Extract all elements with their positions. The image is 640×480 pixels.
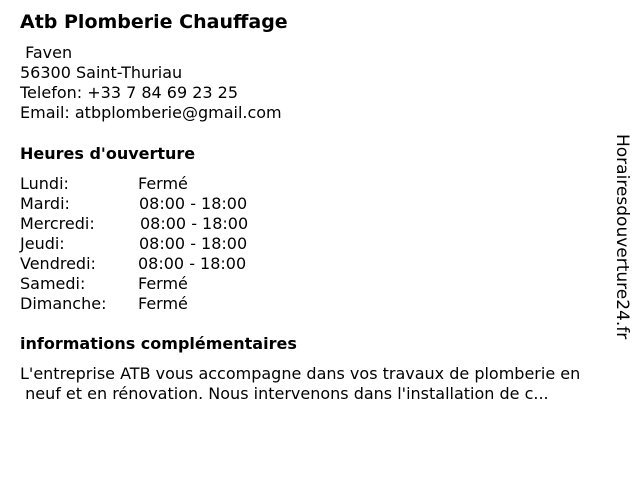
hours-time: Fermé	[138, 174, 188, 193]
phone-number: Telefon: +33 7 84 69 23 25	[20, 83, 239, 102]
hours-day: Dimanche:	[20, 294, 107, 313]
hours-time: 08:00 - 18:00	[139, 234, 248, 253]
business-name: Atb Plomberie Chauffage	[20, 11, 288, 33]
address-street: Faven	[20, 43, 73, 62]
hours-day: Vendredi:	[20, 254, 96, 273]
hours-time: Fermé	[138, 294, 188, 313]
hours-day: Lundi:	[20, 174, 69, 193]
description-line: neuf et en rénovation. Nous intervenons dans l'installation de c...	[20, 384, 549, 403]
hours-day: Mardi:	[20, 194, 70, 213]
hours-time: 08:00 - 18:00	[140, 214, 249, 233]
hours-time: Fermé	[138, 274, 188, 293]
hours-day: Jeudi:	[20, 234, 65, 253]
hours-time: 08:00 - 18:00	[138, 254, 247, 273]
business-description	[20, 364, 630, 404]
opening-hours-heading: Heures d'ouverture	[20, 144, 196, 163]
email-address: Email: atbplomberie@gmail.com	[20, 103, 282, 122]
hours-day: Mercredi:	[20, 214, 95, 233]
address-city: 56300 Saint-Thuriau	[20, 63, 183, 82]
site-watermark: Horairesdouverture24.fr	[612, 134, 632, 340]
description-line: L'entreprise ATB vous accompagne dans vos travaux de plomberie en	[20, 364, 581, 383]
contact-block	[20, 43, 282, 123]
additional-info-heading: informations complémentaires	[20, 334, 297, 353]
hours-time: 08:00 - 18:00	[139, 194, 248, 213]
hours-day: Samedi:	[20, 274, 86, 293]
